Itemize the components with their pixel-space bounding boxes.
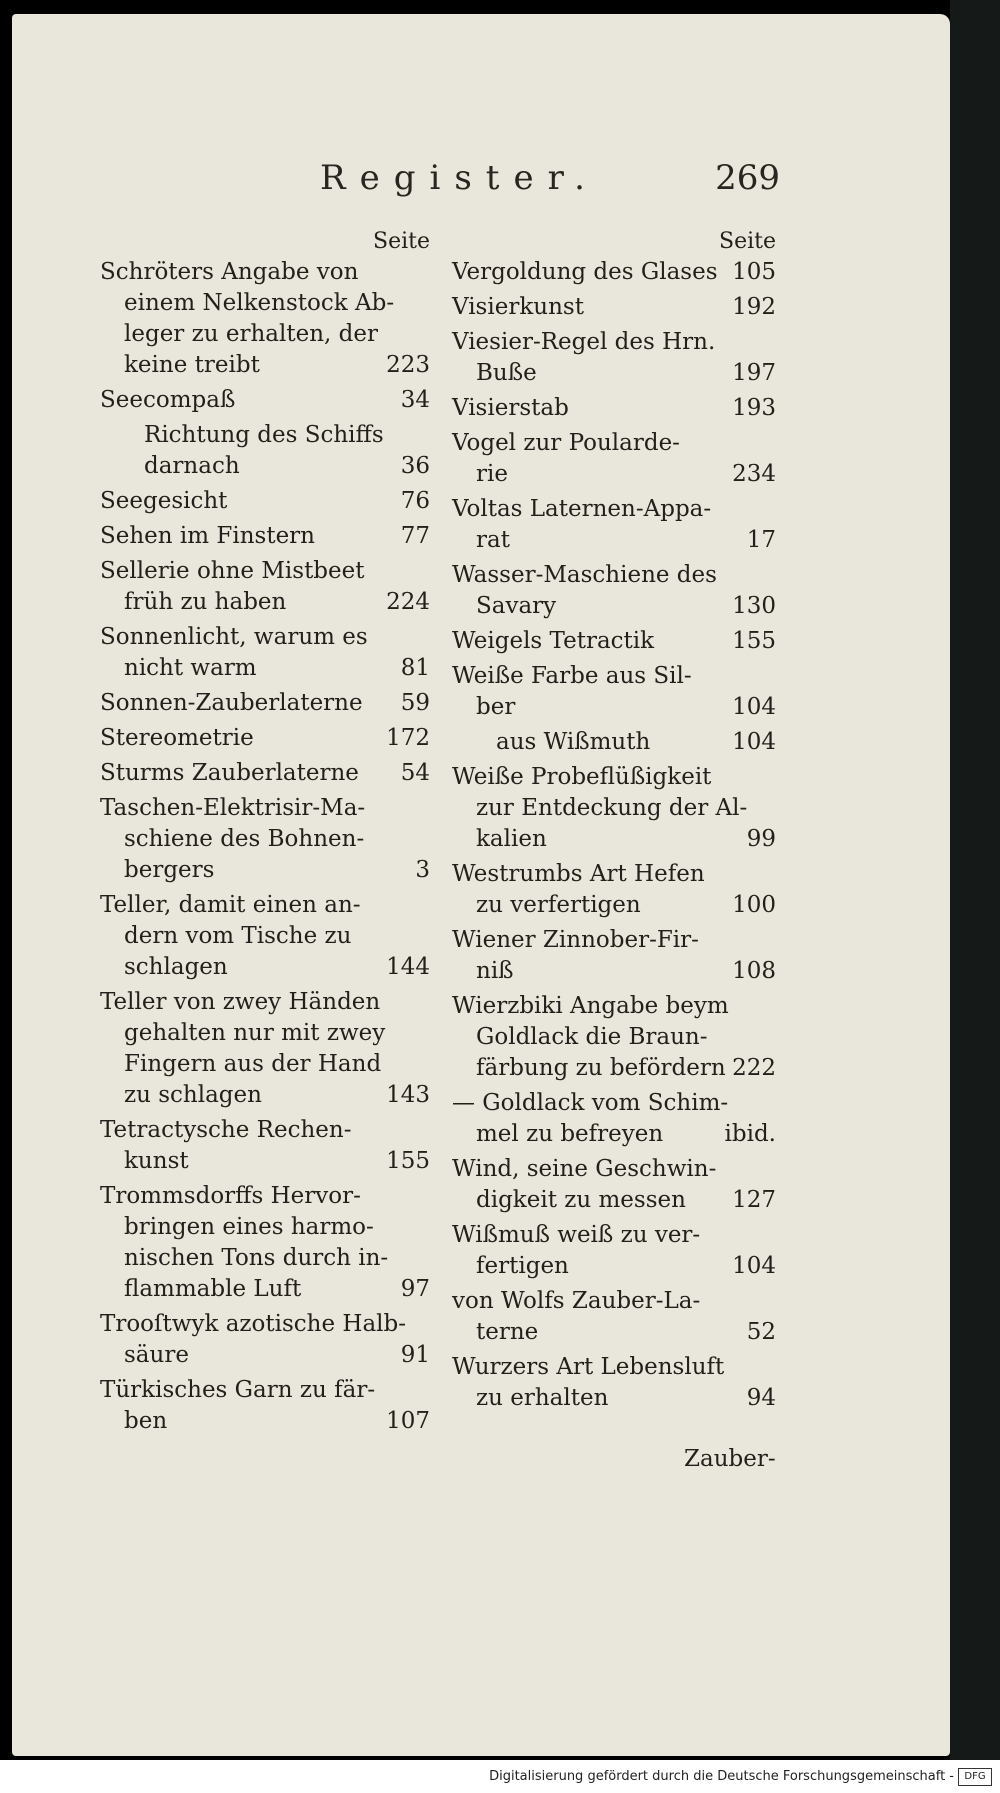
index-entry xyxy=(452,1220,776,1282)
entry-line: Sellerie ohne Mistbeet xyxy=(100,558,365,584)
entry-line: Viesier-Regel des Hrn. xyxy=(452,329,716,355)
entry-line: Schröters Angabe von xyxy=(100,259,359,285)
index-entry xyxy=(452,661,776,723)
entry-line: kunst xyxy=(124,1148,189,1174)
index-entry xyxy=(100,758,430,789)
index-entry xyxy=(452,991,776,1084)
entry-line: einem Nelkenstock Ab- xyxy=(124,290,395,316)
index-entry xyxy=(100,987,430,1111)
seite-label: Seite xyxy=(373,229,430,254)
entry-line: Vergoldung des Glases xyxy=(452,259,718,285)
index-entry xyxy=(452,560,776,622)
entry-page-number: 223 xyxy=(386,352,430,378)
entry-line: zur Entdeckung der Al- xyxy=(476,795,748,821)
entry-line: Sturms Zauberlaterne xyxy=(100,760,359,786)
catchword: Zauber- xyxy=(684,1446,776,1472)
index-entry xyxy=(100,723,430,754)
entry-line: früh zu haben xyxy=(124,589,287,615)
entry-line: bergers xyxy=(124,857,215,883)
index-entry xyxy=(452,257,776,288)
entry-line: färbung zu befördern xyxy=(476,1055,726,1081)
entry-line: von Wolfs Zauber-La- xyxy=(452,1288,701,1314)
entry-line: Wißmuß weiß zu ver- xyxy=(452,1222,701,1248)
entry-line: nischen Tons durch in- xyxy=(124,1245,389,1271)
index-entry xyxy=(452,428,776,490)
entry-page-number: 77 xyxy=(400,523,430,549)
index-entry xyxy=(100,257,430,381)
entry-line: Wiener Zinnober-Fir- xyxy=(452,927,699,953)
entry-page-number: 100 xyxy=(732,892,776,918)
entry-line: terne xyxy=(476,1319,539,1345)
running-title: Register. xyxy=(320,158,599,198)
index-column-right xyxy=(452,226,776,1418)
entry-line: Wind, seine Geschwin- xyxy=(452,1156,717,1182)
index-entry xyxy=(452,727,776,758)
entry-page-number: ibid. xyxy=(724,1121,776,1147)
entry-line: Trommsdorffs Hervor- xyxy=(100,1183,361,1209)
entry-line: zu erhalten xyxy=(476,1385,609,1411)
entry-line: Taschen-Elektrisir-Ma- xyxy=(100,795,366,821)
entry-line: Trooſtwyk azotische Halb- xyxy=(100,1311,407,1337)
entry-line: Fingern aus der Hand xyxy=(124,1051,382,1077)
index-entry xyxy=(100,521,430,552)
index-entry xyxy=(452,1286,776,1348)
entry-line: Sonnen-Zauberlaterne xyxy=(100,690,363,716)
entry-line: nicht warm xyxy=(124,655,257,681)
entry-line: — Goldlack vom Schim- xyxy=(452,1090,729,1116)
entry-line: Wurzers Art Lebensluft xyxy=(452,1354,725,1380)
page-header xyxy=(300,158,780,218)
footer-bar xyxy=(0,1760,1000,1793)
index-entry xyxy=(452,327,776,389)
index-entry xyxy=(100,420,430,482)
entry-page-number: 52 xyxy=(746,1319,776,1345)
entry-line: zu verfertigen xyxy=(476,892,641,918)
entry-page-number: 197 xyxy=(732,360,776,386)
index-entry xyxy=(100,1309,430,1371)
index-entry xyxy=(452,1154,776,1216)
entry-line: säure xyxy=(124,1342,189,1368)
entry-line: dern vom Tische zu xyxy=(124,923,352,949)
entry-page-number: 36 xyxy=(400,453,430,479)
entry-line: Westrumbs Art Hefen xyxy=(452,861,705,887)
index-entry xyxy=(100,556,430,618)
entry-page-number: 94 xyxy=(746,1385,776,1411)
entry-line: Sehen im Finstern xyxy=(100,523,315,549)
entry-page-number: 97 xyxy=(400,1276,430,1302)
entry-line: Vogel zur Poularde- xyxy=(452,430,680,456)
entry-line: fertigen xyxy=(476,1253,569,1279)
index-entry xyxy=(100,385,430,416)
entry-line: Teller von zwey Händen xyxy=(100,989,381,1015)
entry-line: zu schlagen xyxy=(124,1082,262,1108)
entry-line: bringen eines harmo- xyxy=(124,1214,374,1240)
entry-page-number: 107 xyxy=(386,1408,430,1434)
entry-page-number: 127 xyxy=(732,1187,776,1213)
entry-line: Türkisches Garn zu fär- xyxy=(100,1377,376,1403)
entry-line: gehalten nur mit zwey xyxy=(124,1020,386,1046)
entry-page-number: 104 xyxy=(732,729,776,755)
index-entry xyxy=(100,890,430,983)
entry-line: Visierstab xyxy=(452,395,569,421)
entry-line: keine treibt xyxy=(124,352,260,378)
entry-page-number: 222 xyxy=(732,1055,776,1081)
entry-page-number: 224 xyxy=(386,589,430,615)
entry-page-number: 130 xyxy=(732,593,776,619)
entry-page-number: 99 xyxy=(746,826,776,852)
entry-line: schiene des Bohnen- xyxy=(124,826,365,852)
seite-label: Seite xyxy=(719,229,776,254)
entry-line: flammable Luft xyxy=(124,1276,302,1302)
index-entry xyxy=(100,688,430,719)
index-entry xyxy=(452,1352,776,1414)
entry-line: kalien xyxy=(476,826,547,852)
index-entry xyxy=(452,626,776,657)
entry-line: Weigels Tetractik xyxy=(452,628,655,654)
entry-page-number: 17 xyxy=(746,527,776,553)
entry-page-number: 144 xyxy=(386,954,430,980)
entry-line: Richtung des Schiffs xyxy=(144,422,384,448)
entry-page-number: 81 xyxy=(400,655,430,681)
index-entry xyxy=(452,925,776,987)
entry-page-number: 192 xyxy=(732,294,776,320)
entry-line: rie xyxy=(476,461,508,487)
entry-page-number: 3 xyxy=(415,857,430,883)
book-edge xyxy=(950,0,1000,1760)
entry-line: Weiße Probeflüßigkeit xyxy=(452,764,712,790)
index-entry xyxy=(100,622,430,684)
entry-page-number: 34 xyxy=(400,387,430,413)
entry-page-number: 155 xyxy=(732,628,776,654)
index-entry xyxy=(452,762,776,855)
entry-line: Tetractysche Rechen- xyxy=(100,1117,352,1143)
index-entry xyxy=(452,393,776,424)
dfg-logo: DFG xyxy=(958,1768,992,1786)
entry-page-number: 172 xyxy=(386,725,430,751)
entry-page-number: 155 xyxy=(386,1148,430,1174)
entry-page-number: 104 xyxy=(732,694,776,720)
entry-line: aus Wißmuth xyxy=(496,729,651,755)
entry-line: Seegesicht xyxy=(100,488,228,514)
entry-line: Goldlack die Braun- xyxy=(476,1024,708,1050)
entry-page-number: 104 xyxy=(732,1253,776,1279)
entry-page-number: 108 xyxy=(732,958,776,984)
entry-line: Seecompaß xyxy=(100,387,236,413)
entry-line: Wasser-Maschiene des xyxy=(452,562,717,588)
index-entry xyxy=(100,793,430,886)
footer-credit: Digitalisierung gefördert durch die Deutsche Forschungsgemeinschaft - xyxy=(489,1769,954,1784)
entry-line: Teller, damit einen an- xyxy=(100,892,361,918)
entry-line: rat xyxy=(476,527,510,553)
index-entry xyxy=(452,494,776,556)
index-entry xyxy=(100,1115,430,1177)
entry-page-number: 91 xyxy=(400,1342,430,1368)
entry-line: Wierzbiki Angabe beym xyxy=(452,993,729,1019)
entry-page-number: 234 xyxy=(732,461,776,487)
entry-line: Visierkunst xyxy=(452,294,584,320)
entry-line: digkeit zu messen xyxy=(476,1187,686,1213)
entry-line: Buße xyxy=(476,360,537,386)
entry-page-number: 59 xyxy=(400,690,430,716)
entry-line: ben xyxy=(124,1408,168,1434)
index-entry xyxy=(100,1181,430,1305)
entry-line: Voltas Laternen-Appa- xyxy=(452,496,712,522)
entry-line: Stereometrie xyxy=(100,725,254,751)
entry-page-number: 76 xyxy=(400,488,430,514)
index-entry xyxy=(100,486,430,517)
index-entry xyxy=(452,859,776,921)
entry-line: leger zu erhalten, der xyxy=(124,321,378,347)
index-entry xyxy=(452,292,776,323)
entry-line: darnach xyxy=(144,453,240,479)
page-number: 269 xyxy=(715,158,780,198)
entry-line: Weiße Farbe aus Sil- xyxy=(452,663,692,689)
entry-line: niß xyxy=(476,958,514,984)
entry-page-number: 193 xyxy=(732,395,776,421)
entry-page-number: 143 xyxy=(386,1082,430,1108)
entry-page-number: 54 xyxy=(400,760,430,786)
entry-page-number: 105 xyxy=(732,259,776,285)
index-entry xyxy=(100,1375,430,1437)
entry-line: Sonnenlicht, warum es xyxy=(100,624,368,650)
index-column-left xyxy=(100,226,430,1441)
entry-line: schlagen xyxy=(124,954,228,980)
entry-line: mel zu befreyen xyxy=(476,1121,664,1147)
index-entry xyxy=(452,1088,776,1150)
entry-line: Savary xyxy=(476,593,557,619)
entry-line: ber xyxy=(476,694,516,720)
